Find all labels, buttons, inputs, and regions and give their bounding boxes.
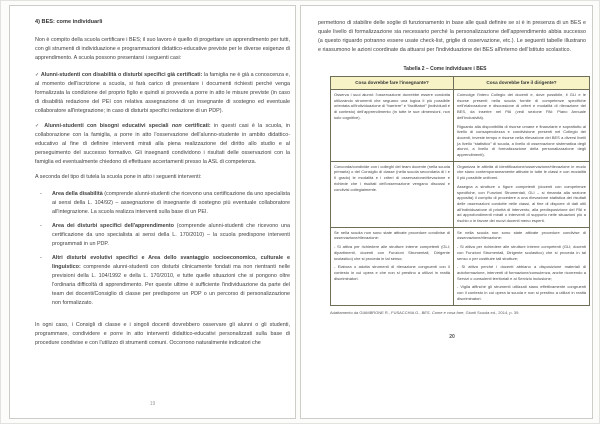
item-text: la famiglia ne è già a conoscenza e, al momento dell'iscrizione a scuola, si farà carico di presentare i documenti richiesti perché venga formalizzata la condizione del proprio figlio e quindi si provveda a porre in atto le misure previste (in caso di disabilità redazione del PEI con relativa assegnazione di un insegnante di sostegno ed eventuale collaboratore all'integrazione; in caso di disturbi specifici redazione di un PDP). (35, 72, 290, 114)
item-text: in questi casi è la scuola, in collaborazione con la famiglia, a porre in atto l'osservazione dell'alunno-studente in ambito didattico-educativo al fine di definire interventi mirati alla piena realizzazione del diritto allo studio e al perseguimento del successo formativo. Gli insegnanti condividono i risultati delle osservazioni con la famiglia ed eventualmente chiedono di effettuare accertamenti presso la ASL di competenza. (35, 123, 291, 165)
list-item-body (52, 254, 290, 308)
item-lead-italic: non (171, 123, 182, 129)
table-header-row (331, 77, 590, 90)
dash-marker: - (40, 255, 42, 261)
checkmark-icon: ✓ (35, 72, 40, 78)
attribution-pre: Adattamento da GIAMBRONE R., FUSACCHIA G., (330, 309, 422, 315)
cell-paragraph: Coinvolge l'intero Collegio dei docenti e, dove possibile, il GLI e le risorse presenti nella scuola fornite di competenze specifiche nell'elaborazione e discussione di criteri e modalità di rilevazione dei BES, da inserire nel PAI (vedi sezione PAI: Piano Annuale dell'Inclusività). (457, 92, 586, 120)
cell-paragraph: Assegna a strutture o figure competenti (docenti con competenze specifiche, con Funzioni Strumentali, GLI – si rimanda alla sezione apposita) il compito di procedere a una rilevazione statistica dei risultati delle osservazioni condotte nelle classi, al fine di disporre di dati utili all'individuazione di priorità di intervento, alla predisposizione del PAI e ad approfondimenti mirati o interventi di supporto nelle situazioni più a rischio o in favore dei nuovi docenti meno esperti. (457, 183, 586, 224)
cell-row2-dirigente (454, 161, 590, 227)
attribution-book-title: BES. Come e cosa fare (421, 309, 464, 315)
list-item-disabilita (35, 190, 290, 217)
cell-row1-insegnante (331, 90, 454, 162)
bes-noncertified-item (35, 122, 290, 167)
cell-row2-insegnante (331, 161, 454, 227)
item-lead: Alunni-studenti con disabilità o disturbi specifici già certificati: (40, 72, 203, 78)
table-caption: Tabella 2 – Come individuare i BES (403, 66, 487, 72)
cell-paragraph: - Si attiva perché i docenti abbiano a disposizione materiali di autoformazione, interventi di formazione/consulenza, anche ricorrendo a Servizi o consulenti territoriali e al Servizio inclusione; (457, 264, 586, 281)
page-left (9, 5, 296, 419)
list-item-body (52, 222, 290, 249)
page-right (300, 5, 593, 419)
item-text: comprende alunni-studenti con disturbi clinicamente fondati ma non rientranti nelle previsioni della L. 104/1992 e della L. 170/2010, e tutte quelle situazioni che si pongono oltre l'ordinaria difficoltà di apprendimento. Per queste ultime è sufficiente l'individuazione da parte del team dei docenti/Consiglio di classe per predisporre un PDP o un percorso di personalizzazione non formalizzato. (52, 264, 291, 306)
table-header-insegnante: Cosa dovrebbe fare l'insegnante? (331, 77, 454, 90)
dash-marker: - (40, 223, 42, 229)
closing-paragraph: In ogni caso, i Consigli di classe e i singoli docenti dovrebbero osservare gli alunni o gli studenti, programmare, condividere e porre in atto interventi didattico-educativi personalizzati sulla base di procedure condivise e con l'utilizzo di strumenti comuni. Occorrono naturalmente indicatori che (35, 322, 290, 346)
bes-certified-item (35, 71, 290, 116)
table-header-dirigente: Cosa dovrebbe fare il dirigente? (454, 77, 590, 90)
cell-paragraph: - Si attiva per richiedere alle strutture interne competenti (GLI; dipartimenti, docenti con Funzioni Strumentali, Dirigente scolastico) che si proceda in tal senso; (334, 244, 450, 261)
cell-paragraph: - Vigila affinché gli strumenti utilizzati siano effettivamente congruenti con il contesto in cui opera la scuola e non si prestino a utilizzi in realtà discriminatori. (457, 284, 586, 301)
cell-paragraph: Organizza le attività di identificazione/osservazione/rilevazione in modo che siano contemporaneamente attivate in tutte le classi e con modalità il più possibile uniformi. (457, 163, 586, 181)
interventi-intro: A seconda del tipo di tutela la scuola pone in atto i seguenti interventi: (35, 174, 202, 180)
item-lead: Area dei disturbi specifici dell'apprendimento (52, 223, 174, 229)
page-number-left: 19 (149, 401, 156, 407)
page-number-right: 20 (449, 334, 455, 340)
item-lead: Area della disabilità (52, 191, 103, 197)
cell-row1-dirigente (454, 90, 590, 162)
item-lead: Alunni-studenti con bisogni educativi speciali (44, 123, 169, 129)
dash-marker: - (40, 191, 42, 197)
section-heading: 4) BES: come individuarli (35, 19, 103, 25)
cell-paragraph: Riguardo alla disponibilità di risorse umane e finanziarie e soprattutto al livello di consapevolezza e condivisione presenti nel Collegio dei docenti, investe tempo e risorse nella rilevazione dei BES a diversi livelli (a livello “statistico” di scuola, a livello di osservazione sistematica degli alunni, a livello di formalizzazione della personalizzazione degli apprendimenti). (457, 123, 586, 158)
table-row (331, 90, 590, 162)
cell-paragraph: Concorda/condivide con i colleghi del team docente (nella scuola primaria) o del Consiglio di classe (nella scuola secondaria di I e II grado) le modalità e i criteri di osservazione/rilevazione e richiede che i risultati dell'osservazione vengano discussi e condivisi collegialmente. (334, 163, 450, 192)
list-item-dsa (35, 222, 290, 249)
cell-paragraph: - Elabora o adotta strumenti di rilevazione congruenti con il contesto in cui opera e che non si prestino a utilizzi in realtà discriminatori. (334, 264, 450, 281)
cell-paragraph: Se nella scuola non sono state attivate procedure condivise di osservazione/rilevazione: (457, 229, 586, 241)
attribution-post: , Giunti Scuola ed., 2014, p. 39. (463, 309, 520, 315)
attribution-note (330, 310, 586, 316)
cell-row3-dirigente (454, 227, 590, 305)
checkmark-icon: ✓ (35, 123, 41, 129)
bes-table (330, 76, 590, 306)
item-text: (comprende alunni-studenti che ricevono una certificazione da uno specialista ai sensi della L. 104/92) – assegnazione di insegnante di sostegno più eventuale collaboratore all'integrazione. La scuola realizza interventi sulla base di un PEI. (52, 191, 290, 215)
cell-row3-insegnante (331, 227, 454, 305)
list-item-altri-disturbi (35, 254, 290, 308)
cell-paragraph: Se nella scuola non sono state attivate procedure condivise di osservazione/rilevazione: (334, 229, 450, 241)
item-text: (comprende alunni-studenti che ricevono una certificazione da uno specialista ai sensi della L. 170/2010) – la scuola predispone interventi programmati in un PDP. (52, 223, 291, 247)
cell-paragraph: Osserva i suoi alunni: l'osservazione dovrebbe essere condotta utilizzando strumenti che seguano una logica il più possibile orientata all'individuazione di “barriere” e “facilitatori” (individuali e di contesto) dell'apprendimento (in tutte le sue dimensioni, non solo cognitive). (334, 92, 450, 120)
item-lead: Altri disturbi evolutivi specifici e Area dello svantaggio socioeconomico, culturale e linguistico: (52, 255, 290, 270)
table-row (331, 227, 590, 305)
table-row (331, 161, 590, 227)
continuation-paragraph: permettono di stabilire delle soglie di funzionamento in base alle quali definire se si è in presenza di un BES e quale livello di formalizzazione sia necessario perché la personalizzazione dell'apprendimento abbia successo (a questo riguardo potranno essere usate check-list, griglie di osservazione, etc.). Le seguenti tabelle illustrano e riassumono le azioni coordinate da attuarsi per l'individuazione dei BES all'interno dell'Istituto scolastico. (318, 20, 586, 53)
list-item-body (52, 190, 290, 217)
cell-paragraph: - Si attiva per richiedere alle strutture interne competenti (GLI; docenti con Funzioni Strumentali, Dirigente scolastico) che si proceda in tal senso o per costituire tali strutture; (457, 244, 586, 261)
item-lead: certificati: (184, 123, 211, 129)
intro-paragraph: Non è compito della scuola certificare i BES; il suo lavoro è quello di progettare un apprendimento per tutti, con gli strumenti di individuazione e programmazioni didattico-educative previste per le diverse esigenze di apprendimento. A scuola possono presentarsi i seguenti casi: (35, 37, 290, 61)
